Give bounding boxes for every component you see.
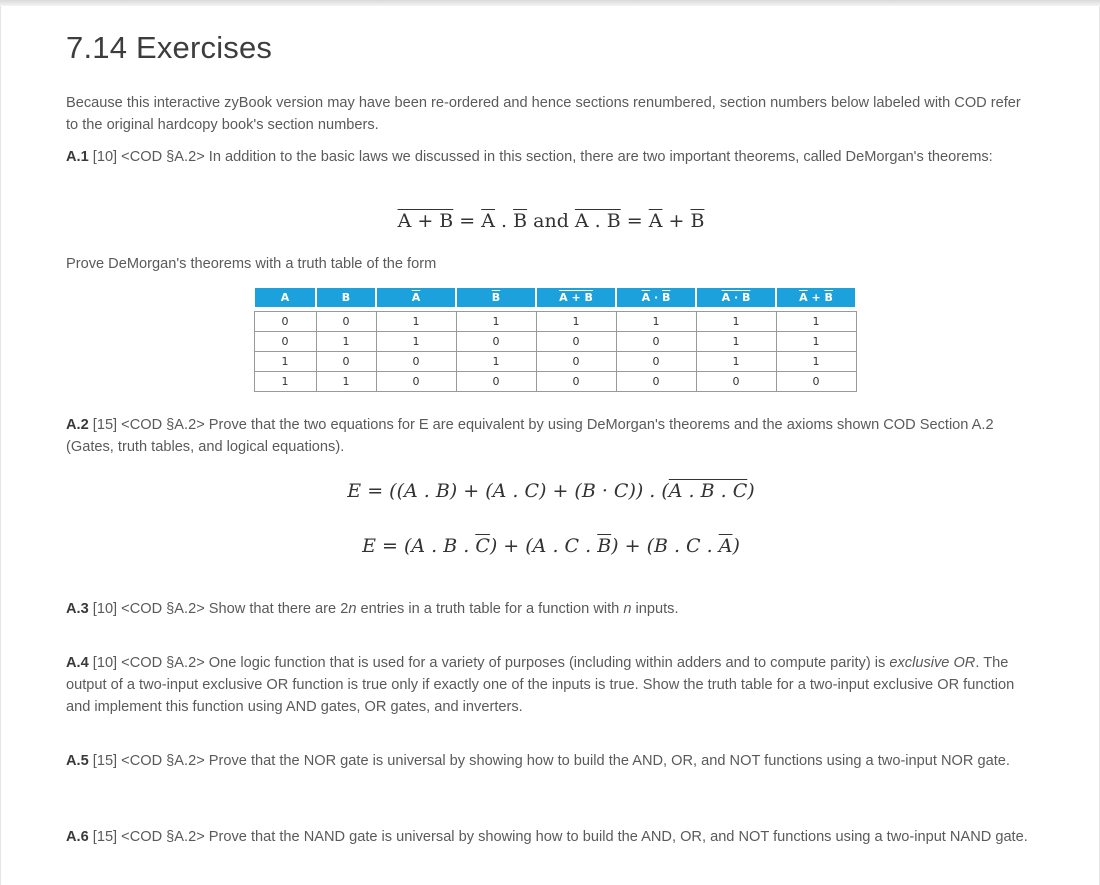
exercise-text: [10] <COD §A.2> In addition to the basic laws we discussed in this section, there are two important theorems, called DeMorgan's theorems:: [88, 149, 993, 165]
header-nota-and-notb: $\overline{A} \cdot \overline{B}$: [616, 288, 696, 307]
exercise-label: A.4: [66, 655, 89, 671]
exercises-section: [66, 30, 1036, 845]
truth-table-header: [254, 288, 856, 307]
header-nota-or-notb: $\overline{A} + \overline{B}$: [776, 288, 856, 307]
exercise-label: A.5: [66, 753, 89, 769]
table-row: 0 0 1 1 1 1 1 1: [254, 312, 856, 332]
truth-table: [253, 288, 857, 392]
section-title: 7.14 Exercises: [66, 30, 273, 65]
exercise-text: [15] <COD §A.2> Prove that the two equations for E are equivalent by using DeMorgan's theorems and the axioms shown COD Section A.2 (Gates, truth tables, and logical equations).: [66, 417, 994, 455]
exercise-label: A.3: [66, 601, 89, 617]
exercise-a3: A.3 [10] <COD §A.2> Show that there are 2n entries in a truth table for a function with n inputs.: [66, 601, 679, 617]
left-border: [0, 6, 1, 885]
header-not-b: $\overline{B}$: [456, 288, 536, 307]
exercise-a5: [66, 750, 1036, 772]
demorgan-equation: $A + B = \overline{A}$ . $\overline{B}$ and A . $B = \overline{A} + \overline{B}$: [397, 210, 705, 232]
prove-instruction: Prove DeMorgan's theorems with a truth table of the form: [66, 256, 437, 272]
exercise-a4: A.4 [10] <COD §A.2> One logic function that is used for a variety of purposes (including within adders and to compute parity) is exclusive OR. The output of a two-input exclusive OR function is true only if exactly one of the inputs is true. Show the truth table for a two-input exclusive OR function and implement this function using AND gates, OR gates, and inverters.: [66, 655, 1015, 715]
equation-e-first: E = ((A . B) + (A . C) + (B · C)) . (A . B . C): [347, 480, 755, 502]
exercise-label: A.2: [66, 417, 89, 433]
exercise-label: A.6: [66, 829, 89, 845]
table-row: 1 1 0 0 0 0 0 0: [254, 372, 856, 392]
exercise-label: A.1: [66, 149, 89, 165]
exercise-a1: [66, 146, 1036, 168]
intro-paragraph: Because this interactive zyBook version may have been re-ordered and hence sections renumbered, section numbers below labeled with COD refer to the original hardcopy book's section numbers.: [66, 95, 1021, 133]
top-shadow-bar: [0, 0, 1100, 6]
header-b: B: [316, 288, 376, 307]
exercise-a2: [66, 414, 1036, 458]
table-row: 0 1 1 0 0 0 1 1: [254, 332, 856, 352]
header-not-a-and-b: A · B: [696, 288, 776, 307]
exercise-text: [15] <COD §A.2> Prove that the NOR gate is universal by showing how to build the AND, OR, and NOT functions using a two-input NOR gate.: [88, 753, 1010, 769]
exercise-a6: [66, 826, 1036, 848]
header-not-a: $\overline{A}$: [376, 288, 456, 307]
header-a: A: [254, 288, 316, 307]
table-row: 1 0 0 1 0 0 1 1: [254, 352, 856, 372]
header-not-a-or-b: A + B: [536, 288, 616, 307]
equation-e-second: E = (A . B . $\overline{C}) + (A$ . C . $\overline{B}) + (B$ . C . $\overline{A}$): [362, 535, 740, 557]
exercise-text: [15] <COD §A.2> Prove that the NAND gate is universal by showing how to build the AND, OR, and NOT functions using a two-input NAND gate.: [88, 829, 1028, 845]
